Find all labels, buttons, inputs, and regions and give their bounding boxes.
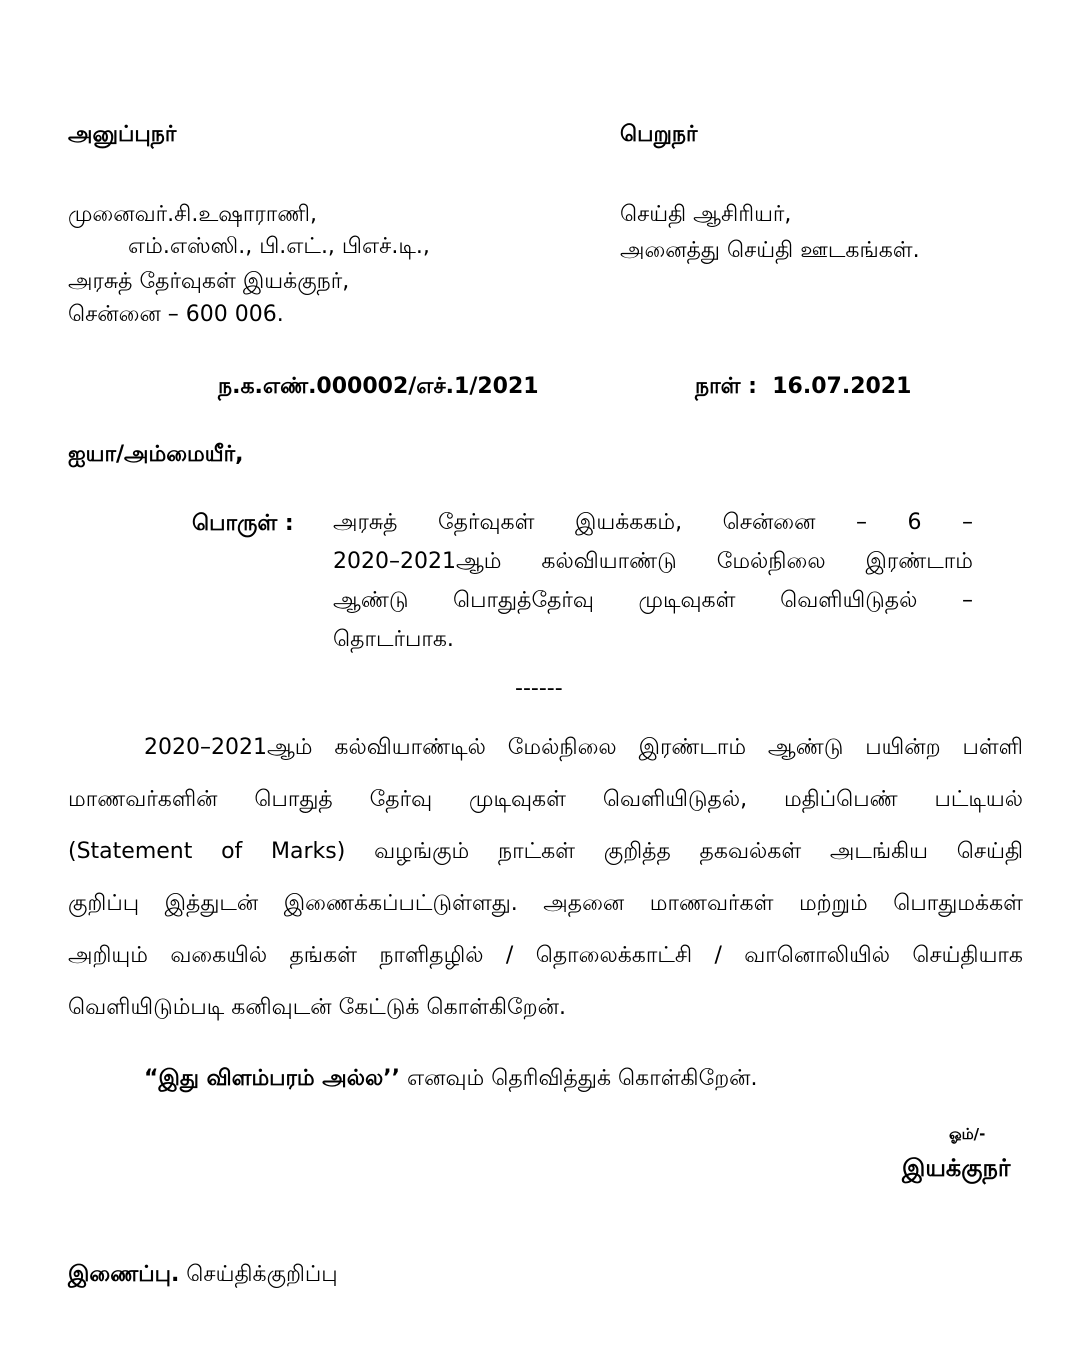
sender-designation: அரசுத் தேர்வுகள் இயக்குநர், [68, 269, 350, 294]
recipient-line-2: அனைத்து செய்தி ஊடகங்கள். [620, 238, 920, 263]
subject-line: தொடர்பாக. [333, 627, 454, 652]
body-line: 2020–2021ஆம் கல்வியாண்டில் மேல்நிலை இரண்டாம் ஆண்டு பயின்ற பள்ளி [144, 735, 1023, 760]
body-line: வெளியிடும்படி கனிவுடன் கேட்டுக் கொள்கிறேன். [68, 995, 566, 1020]
recipient-heading: பெறுநர் [620, 122, 698, 147]
body-line: அறியும் வகையில் தங்கள் நாளிதழில் / தொலைக்காட்சி / வானொலியில் செய்தியாக [68, 943, 1023, 968]
salutation: ஐயா/அம்மையீர், [68, 442, 244, 467]
subject-label: பொருள் : [192, 511, 294, 536]
enclosure-text: செய்திக்குறிப்பு [179, 1262, 338, 1287]
body-line: குறிப்பு இத்துடன் இணைக்கப்பட்டுள்ளது. அதனை மாணவர்கள் மற்றும் பொதுமக்கள் [68, 891, 1023, 916]
date-line [695, 376, 911, 398]
notice-quoted: “இது விளம்பரம் அல்ல’’ [144, 1066, 400, 1091]
body-line: மாணவர்களின் பொதுத் தேர்வு முடிவுகள் வெளியிடுதல், மதிப்பெண் பட்டியல் [68, 787, 1023, 812]
sender-heading: அனுப்புநர் [68, 122, 177, 147]
sender-name: முனைவர்.சி.உஷாராணி, [68, 202, 317, 227]
subject-line: அரசுத் தேர்வுகள் இயக்ககம், சென்னை – 6 – [333, 510, 973, 535]
body-line: (Statement of Marks) வழங்கும் நாட்கள் குறித்த தகவல்கள் அடங்கிய செய்தி [68, 839, 1023, 864]
notice-rest: எனவும் தெரிவித்துக் கொள்கிறேன். [399, 1066, 758, 1091]
subject-text [333, 506, 973, 662]
signature-mark: ஓம்/- [949, 1125, 986, 1143]
date-value: 16.07.2021 [772, 374, 912, 399]
enclosure-label: இணைப்பு. [68, 1262, 180, 1287]
body-paragraph [68, 726, 1023, 1038]
sender-city: சென்னை – 600 006. [68, 302, 284, 327]
signatory-title: இயக்குநர் [902, 1154, 1011, 1182]
subject-line: 2020–2021ஆம் கல்வியாண்டு மேல்நிலை இரண்டாம் [333, 549, 973, 574]
not-advertisement-notice [144, 1068, 758, 1090]
enclosure-note [68, 1264, 338, 1286]
date-label: நாள் : [695, 374, 757, 399]
reference-number: ந.க.எண்.000002/எச்.1/2021 [218, 374, 539, 399]
subject-line: ஆண்டு பொதுத்தேர்வு முடிவுகள் வெளியிடுதல் – [333, 588, 973, 613]
recipient-line-1: செய்தி ஆசிரியர், [620, 202, 792, 227]
separator: ------ [515, 676, 563, 701]
sender-qualifications: எம்.எஸ்ஸி., பி.எட்., பிஎச்.டி., [128, 234, 430, 259]
